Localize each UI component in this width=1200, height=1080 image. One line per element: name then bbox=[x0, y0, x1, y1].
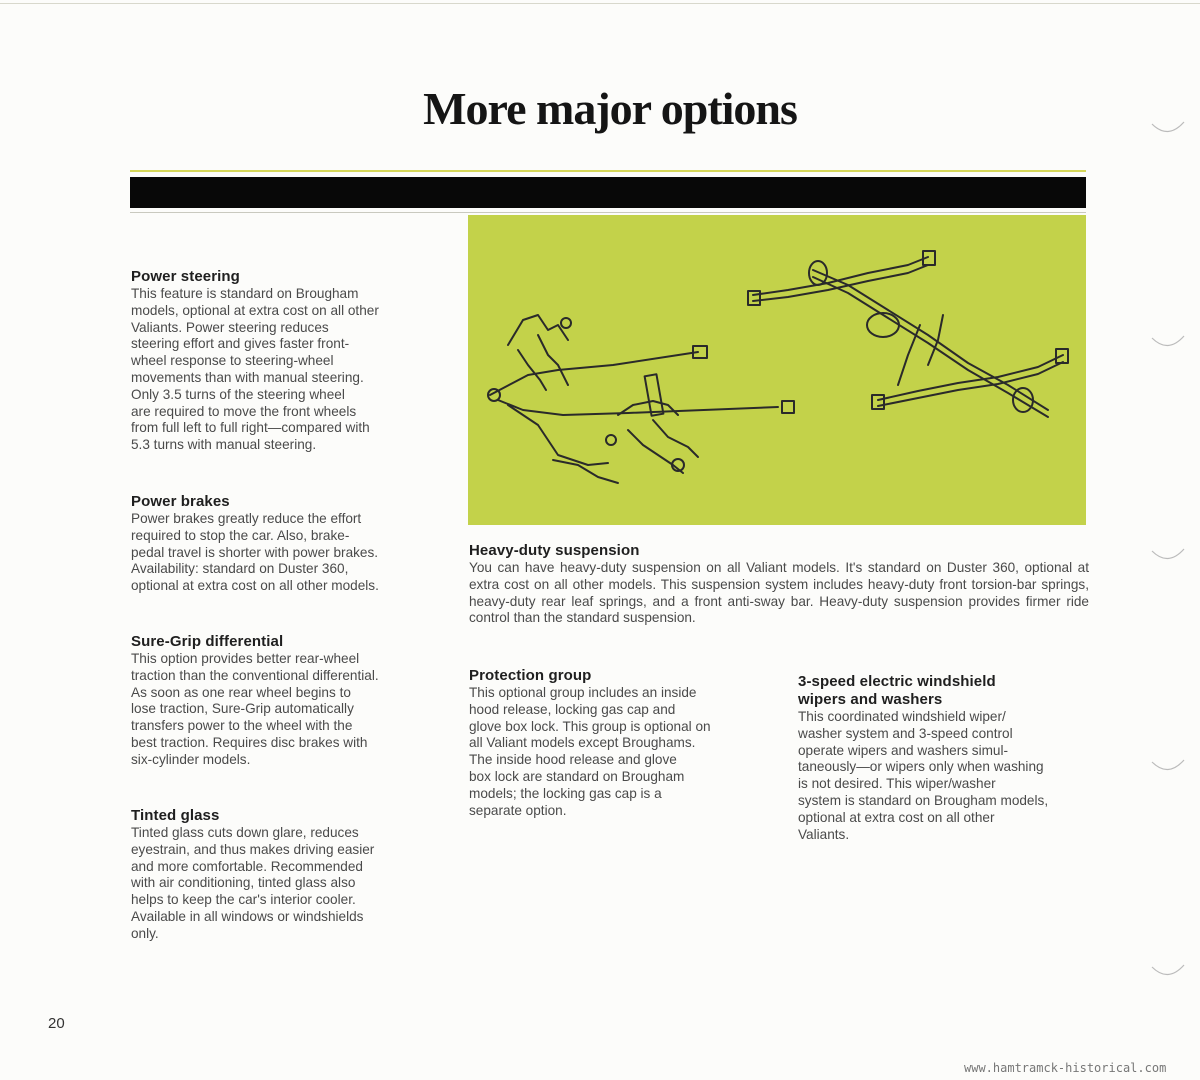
accent-rule bbox=[130, 170, 1086, 172]
section-heading: Tinted glass bbox=[131, 807, 220, 824]
binder-hole-mark bbox=[1148, 539, 1188, 569]
section-power-brakes bbox=[131, 493, 431, 595]
suspension-illustration bbox=[468, 215, 1086, 525]
suspension-drawing bbox=[468, 215, 1086, 525]
section-windshield-wipers bbox=[798, 673, 1098, 843]
section-sure-grip-differential bbox=[131, 633, 431, 769]
section-heading: Sure-Grip differential bbox=[131, 633, 284, 650]
section-tinted-glass bbox=[131, 807, 431, 943]
top-rule bbox=[0, 3, 1200, 4]
binder-hole-mark bbox=[1148, 955, 1188, 985]
section-body: This coordinated windshield wiper/ washer system and 3-speed control operate wipers and washers simul- taneously—or wipers only when washing is not desired. This wiper/washer system is standard on Brougham models, optional at extra cost on all other Valiants. bbox=[798, 709, 1049, 842]
section-body: Tinted glass cuts down glare, reduces eyestrain, and thus makes driving easier and more comfortable. Recommended with air conditioning, tinted glass also helps to keep the car's interior cooler. Available in all windows or windshields only. bbox=[131, 825, 375, 941]
section-body: You can have heavy-duty suspension on all Valiant models. It's standard on Duster 360, optional at extra cost on all other models. This suspension system includes heavy-duty front torsion-bar springs, heavy-duty rear leaf springs, and a front anti-sway bar. Heavy-duty suspension provides firmer ride control than the standard suspension. bbox=[469, 560, 1089, 626]
section-body: This optional group includes an inside hood release, locking gas cap and glove box lock. This group is optional on all Valiant models except Broughams. The inside hood release and glove box lock are standard on Brougham models; the locking gas cap is a separate option. bbox=[469, 685, 711, 818]
watermark: www.hamtramck-historical.com bbox=[964, 1061, 1167, 1075]
divider-rule bbox=[130, 212, 1086, 213]
section-body: This feature is standard on Brougham models, optional at extra cost on all other Valiants. Power steering reduces steering effort and gives faster front- wheel response to steering-wheel movements than with manual steering. Only 3.5 turns of the steering wheel are required to move the front wheels from full left to full right—compared with 5.3 turns with manual steering. bbox=[131, 286, 379, 453]
page-number: 20 bbox=[48, 1015, 65, 1032]
binder-hole-mark bbox=[1148, 112, 1188, 142]
section-heavy-duty-suspension bbox=[469, 542, 1089, 627]
section-power-steering bbox=[131, 268, 431, 454]
section-heading: Power brakes bbox=[131, 493, 230, 510]
binder-hole-mark bbox=[1148, 326, 1188, 356]
section-body: Power brakes greatly reduce the effort required to stop the car. Also, brake- pedal travel is shorter with power brakes. Availability: standard on Duster 360, optional at extra cost on all other models. bbox=[131, 511, 379, 594]
section-heading: 3-speed electric windshield wipers and washers bbox=[798, 673, 996, 708]
section-heading: Heavy-duty suspension bbox=[469, 542, 640, 559]
section-protection-group bbox=[469, 667, 769, 819]
section-heading: Protection group bbox=[469, 667, 592, 684]
header-band bbox=[130, 177, 1086, 208]
section-heading: Power steering bbox=[131, 268, 240, 285]
section-body: This option provides better rear-wheel traction than the conventional differential. As soon as one rear wheel begins to lose traction, Sure-Grip automatically transfers power to the wheel with the best traction. Requires disc brakes with six-cylinder models. bbox=[131, 651, 379, 767]
page-title: More major options bbox=[423, 83, 797, 134]
binder-hole-mark bbox=[1148, 750, 1188, 780]
